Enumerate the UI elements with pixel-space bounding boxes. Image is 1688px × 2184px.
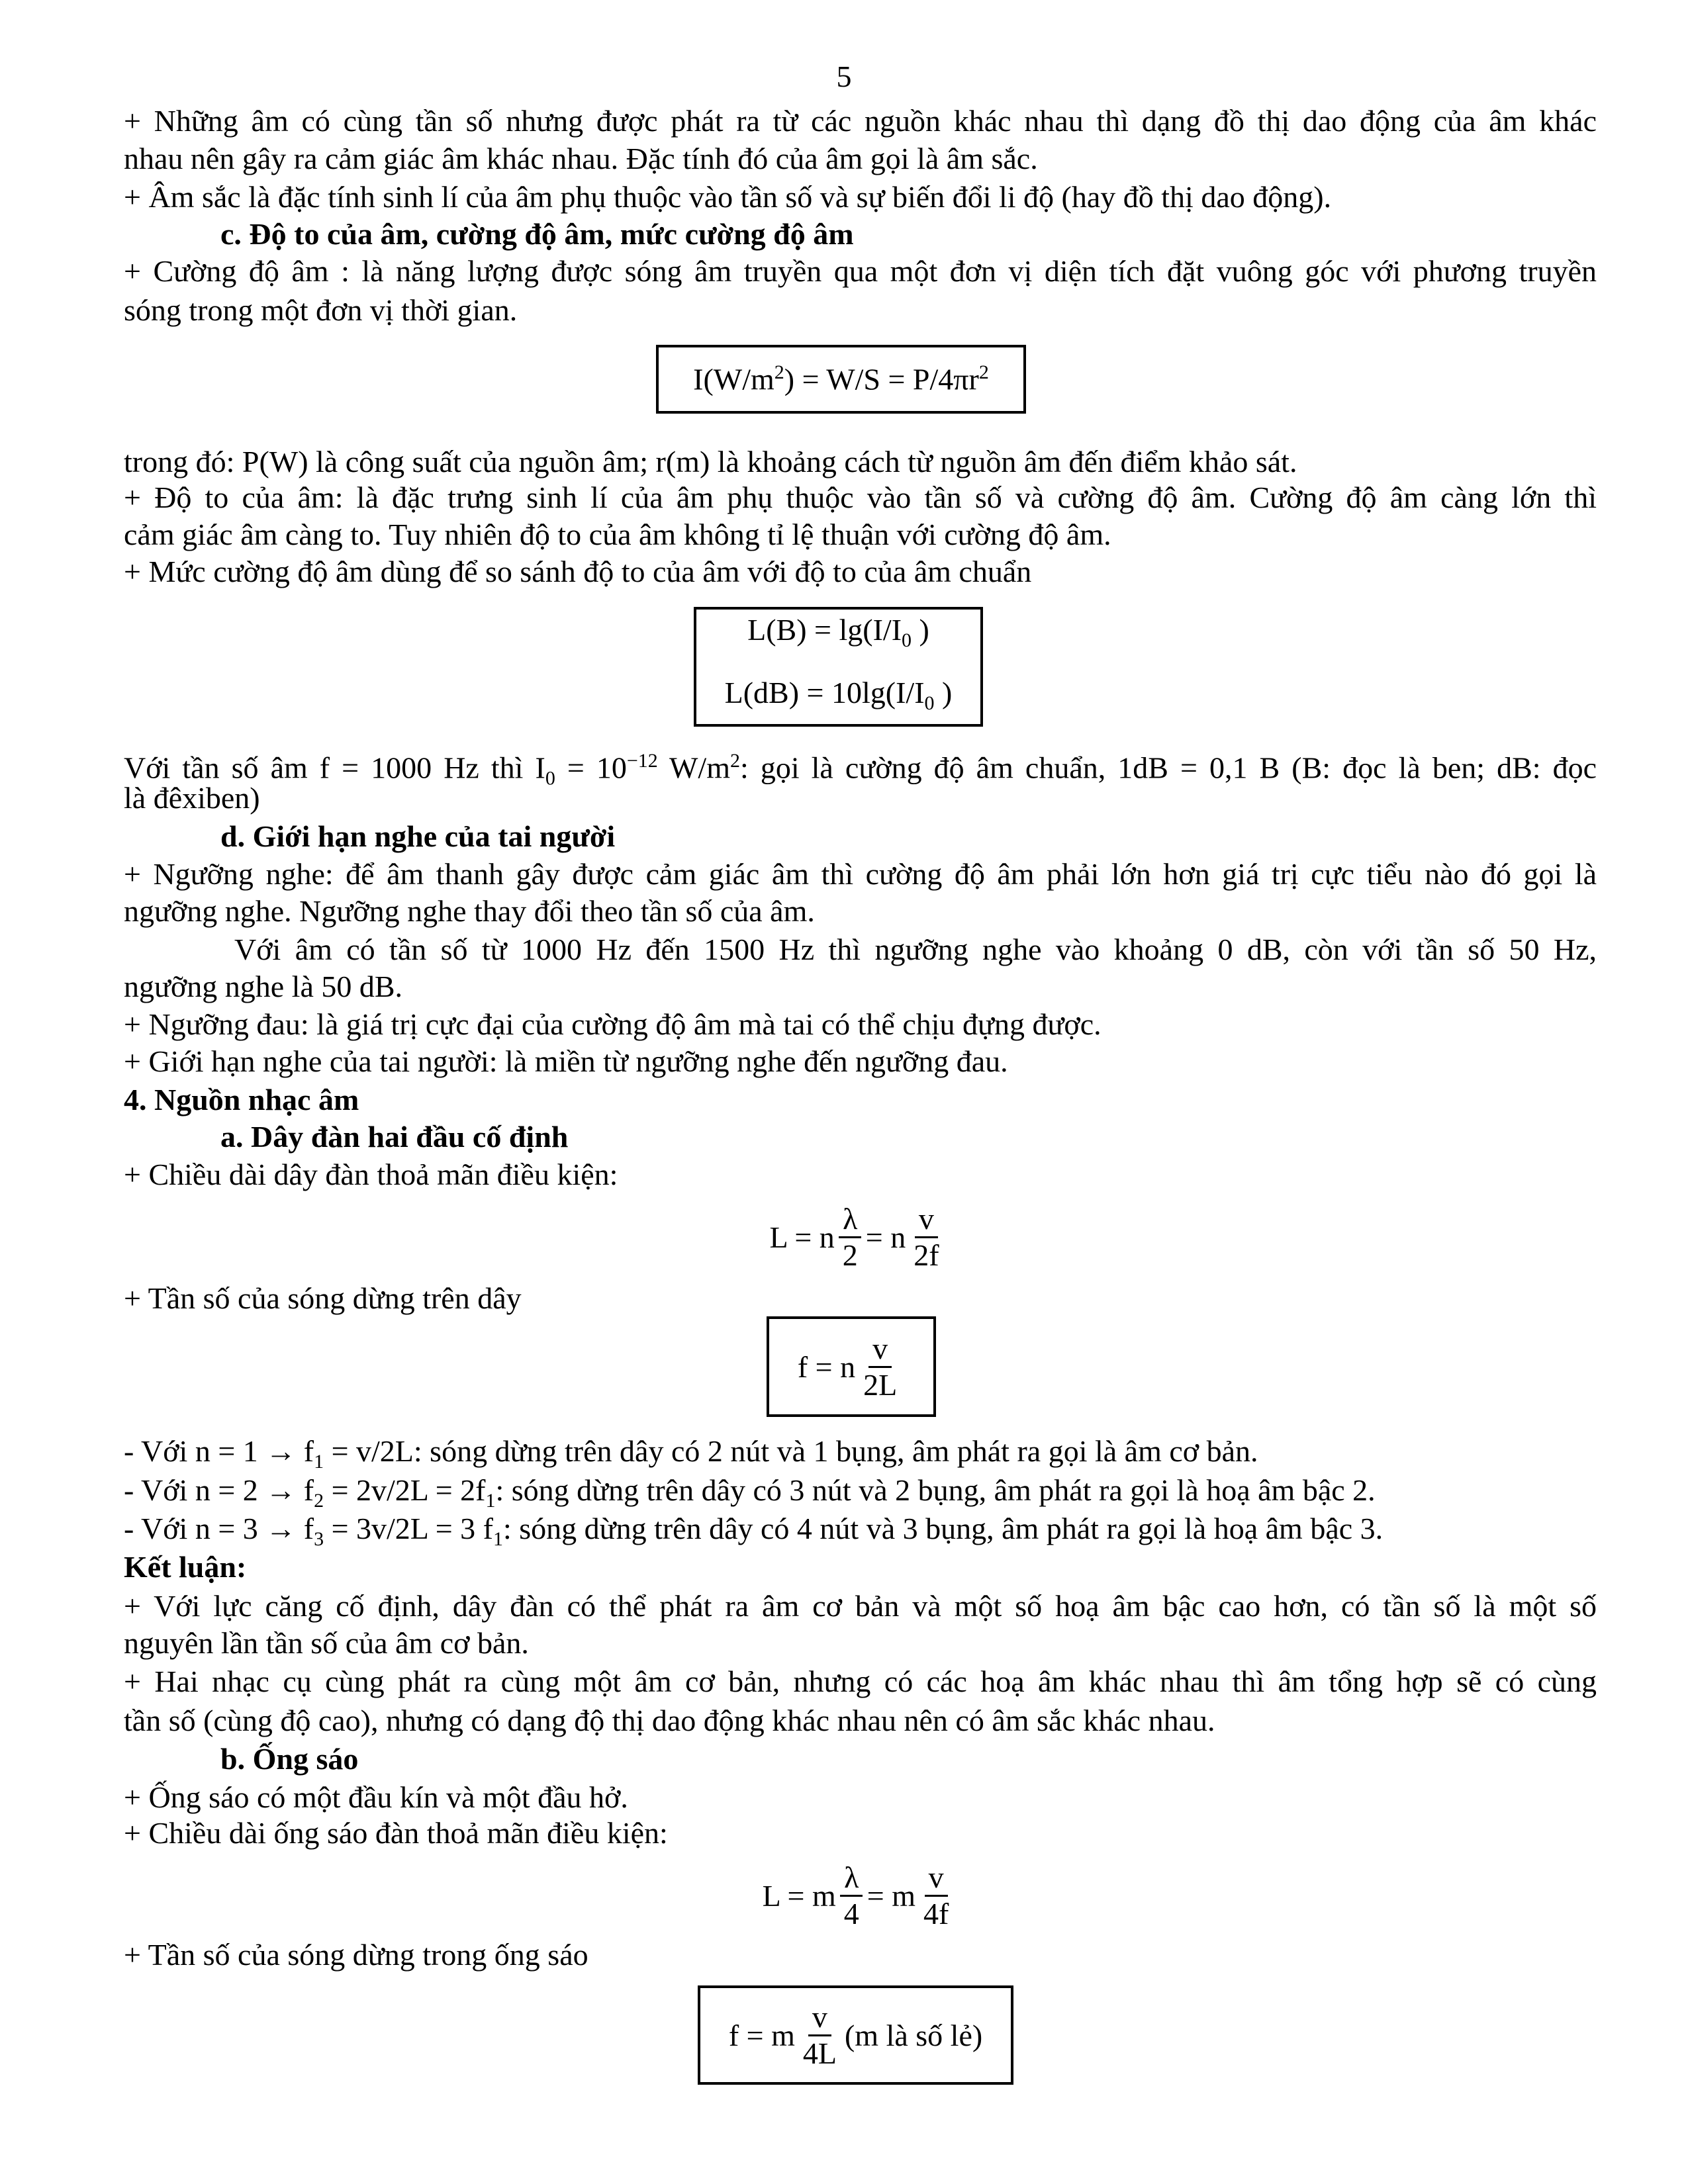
text: −12 [626, 750, 658, 772]
paragraph-line: + Độ to của âm: là đặc trưng sinh lí của âm phụ thuộc vào tần số và cường độ âm. Cường độ âm càng lớn thì [124, 480, 1597, 514]
formula-part: 2 [774, 361, 784, 384]
paragraph-line: + Chiều dài dây đàn thoả mãn điều kiện: [124, 1158, 618, 1191]
text: 0 [545, 767, 555, 790]
paragraph-line: Với âm có tần số từ 1000 Hz đến 1500 Hz thì ngưỡng nghe vào khoảng 0 dB, còn với tần số 50 Hz, [234, 933, 1597, 966]
paragraph-line: nguyên lần tần số của âm cơ bản. [124, 1626, 529, 1660]
paragraph-line: + Ngưỡng nghe: để âm thanh gây được cảm giác âm thì cường độ âm phải lớn hơn giá trị cực tiểu nào đó gọi là [124, 857, 1597, 891]
paragraph-line: nhau nên gây ra cảm giác âm khác nhau. Đặc tính đó của âm gọi là âm sắc. [124, 142, 1038, 175]
formula-part: L = m [762, 1878, 836, 1913]
formula-part: 4 [843, 1896, 859, 1931]
paragraph-line: trong đó: P(W) là công suất của nguồn âm; r(m) là khoảng cách từ nguồn âm đến điểm khảo sát. [124, 445, 1297, 478]
paragraph-line: ngưỡng nghe là 50 dB. [124, 970, 403, 1003]
formula-part: L(B) = lg(I/I [747, 613, 902, 647]
formula-level-bel [747, 604, 929, 666]
formula-part: 2L [863, 1367, 898, 1402]
formula-intensity-box [656, 345, 1026, 414]
formula-level-box [694, 607, 983, 727]
conclusion-heading: Kết luận: [124, 1550, 247, 1584]
text: 2 [314, 1490, 324, 1512]
paragraph-line: là đêxiben) [124, 781, 260, 815]
formula-part: ) [934, 675, 953, 709]
formula-part: 4L [802, 2036, 837, 2070]
text: Với tần số âm f = 1000 Hz thì I [124, 751, 545, 785]
section-heading-d: d. Giới hạn nghe của tai người [220, 819, 616, 853]
formula-part: v [868, 1332, 892, 1368]
formula-string-length [763, 1199, 954, 1275]
formula-pipe-length [754, 1861, 965, 1930]
formula-string-frequency-box [767, 1316, 936, 1417]
formula-part: L(dB) = 10lg(I/I [724, 675, 925, 709]
formula-part: v [808, 2000, 831, 2036]
paragraph-line: + Hai nhạc cụ cùng phát ra cùng một âm cơ bản, nhưng có các hoạ âm khác nhau thì âm tổng hợp sẽ có cùng [124, 1664, 1597, 1698]
section-heading-c: c. Độ to của âm, cường độ âm, mức cường độ âm [220, 217, 854, 251]
paragraph-line: + Tần số của sóng dừng trên dây [124, 1281, 522, 1315]
text: 1 [314, 1451, 324, 1473]
formula-part: 2 [978, 361, 989, 384]
paragraph-line: cảm giác âm càng to. Tuy nhiên độ to của âm không tỉ lệ thuận với cường độ âm. [124, 518, 1111, 551]
section-heading-a: a. Dây đàn hai đầu cố định [220, 1120, 569, 1154]
paragraph-line: sóng trong một đơn vị thời gian. [124, 293, 518, 327]
formula-part: ) = W/S = P/4πr [784, 362, 979, 396]
formula-part: f = n [797, 1349, 856, 1384]
formula-part: (m là số lẻ) [844, 2018, 983, 2052]
formula-part: = m [867, 1878, 916, 1913]
paragraph-line: tần số (cùng độ cao), nhưng có dạng độ thị dao động khác nhau nên có âm sắc khác nhau. [124, 1704, 1215, 1737]
formula-part: λ [839, 1202, 861, 1238]
text: = 10 [555, 751, 627, 785]
formula-part: 4f [923, 1896, 949, 1931]
paragraph-line: + Giới hạn nghe của tai người: là miền từ ngưỡng nghe đến ngưỡng đau. [124, 1044, 1008, 1078]
page-number: 5 [836, 60, 852, 93]
paragraph-line: ngưỡng nghe. Ngưỡng nghe thay đổi theo tần số của âm. [124, 894, 815, 928]
paragraph-line: + Mức cường độ âm dùng để so sánh độ to của âm với độ to của âm chuẩn [124, 555, 1032, 588]
text: 3 [314, 1528, 324, 1551]
paragraph-line: + Cường độ âm : là năng lượng được sóng âm truyền qua một đơn vị diện tích đặt vuông góc với phương truyền [124, 254, 1597, 288]
section-heading-b: b. Ống sáo [220, 1742, 359, 1776]
formula-level-decibel [725, 667, 953, 729]
formula-part: λ [840, 1860, 863, 1897]
paragraph-line: + Ngưỡng đau: là giá trị cực đại của cường độ âm mà tai có thể chịu đựng được. [124, 1007, 1102, 1041]
formula-pipe-frequency-box [698, 1985, 1013, 2085]
formula-part: 0 [902, 629, 912, 652]
formula-part: 2f [914, 1238, 939, 1272]
paragraph-line: + Tần số của sóng dừng trong ống sáo [124, 1938, 588, 1972]
paragraph-line: + Chiều dài ống sáo đàn thoả mãn điều kiện: [124, 1816, 668, 1850]
text: 1 [485, 1490, 496, 1512]
paragraph-line: + Ống sáo có một đầu kín và một đầu hở. [124, 1780, 628, 1814]
formula-part: L = n [769, 1220, 835, 1254]
text: 2 [730, 750, 740, 772]
text: : gọi là cường độ âm chuẩn, 1dB = 0,1 B (B: đọc là ben; dB: đọc [740, 751, 1597, 785]
formula-part: v [915, 1202, 938, 1238]
text: : sóng dừng trên dây có 3 nút và 2 bụng, âm phát ra gọi là hoạ âm bậc 2. [495, 1473, 1376, 1507]
formula-part: v [925, 1860, 948, 1897]
text: = v/2L: sóng dừng trên dây có 2 nút và 1 bụng, âm phát ra gọi là âm cơ bản. [324, 1434, 1258, 1468]
paragraph-line: + Âm sắc là đặc tính sinh lí của âm phụ thuộc vào tần số và sự biến đổi li độ (hay đồ thị dao động). [124, 180, 1332, 214]
formula-part: f = m [728, 2018, 795, 2052]
paragraph-line: + Với lực căng cố định, dây đàn có thể phát ra âm cơ bản và một số hoạ âm bậc cao hơn, có tần số là một số [124, 1589, 1597, 1623]
text: - Với n = 1 → f [124, 1434, 314, 1468]
formula-part: = n [865, 1220, 906, 1254]
text: - Với n = 2 → f [124, 1473, 314, 1507]
formula-part: I(W/m [693, 362, 774, 396]
formula-part: 0 [924, 692, 935, 714]
text: - Với n = 3 → f [124, 1512, 314, 1545]
text: = 2v/2L = 2f [324, 1473, 486, 1507]
text: 1 [492, 1528, 503, 1551]
section-heading-4: 4. Nguồn nhạc âm [124, 1083, 359, 1116]
text: = 3v/2L = 3 f [324, 1512, 493, 1545]
text: : sóng dừng trên dây có 4 nút và 3 bụng, âm phát ra gọi là hoạ âm bậc 3. [502, 1512, 1383, 1545]
formula-part: 2 [842, 1238, 858, 1272]
formula-intensity [693, 361, 989, 396]
text: W/m [657, 751, 730, 785]
paragraph-line: + Những âm có cùng tần số nhưng được phát ra từ các nguồn khác nhau thì dạng đồ thị dao động của âm khác [124, 104, 1597, 138]
formula-part: ) [912, 613, 929, 647]
